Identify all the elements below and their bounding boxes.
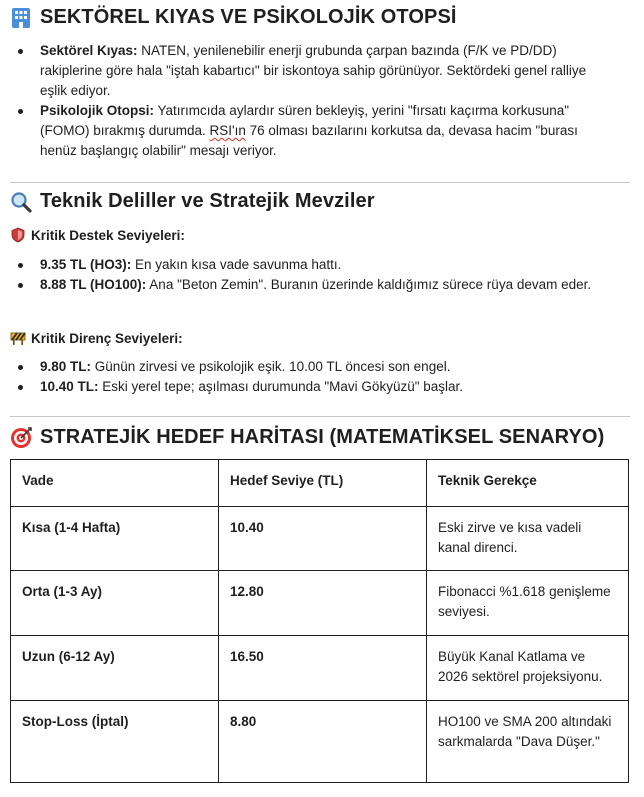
resistance-list: [16, 357, 616, 397]
column-header-gerekce: Teknik Gerekçe: [427, 460, 629, 507]
cell-gerekce: Büyük Kanal Katlama ve 2026 sektörel projeksiyonu.: [427, 636, 629, 701]
bullet-label: Psikolojik Otopsi:: [40, 103, 155, 118]
bullet-text: Yatırımcıda aylardır süren bekleyiş, yerini "fırsatı kaçırma korkusuna" (FOMO) bırakmış durumda.: [40, 103, 570, 138]
cell-vade: Orta (1-3 Ay): [11, 571, 219, 636]
target-icon: [10, 427, 32, 449]
office-building-icon: [10, 7, 32, 29]
cell-hedef: 16.50: [219, 636, 427, 701]
bullet-text: Eski yerel tepe; aşılması durumunda "Mavi Gökyüzü" başlar.: [98, 379, 464, 394]
cell-hedef: 10.40: [219, 507, 427, 571]
divider: [10, 182, 630, 183]
section2-title: Teknik Deliller ve Stratejik Mevziler: [40, 190, 375, 212]
bullet-text: Günün zirvesi ve psikolojik eşik. 10.00 TL öncesi son engel.: [91, 359, 451, 374]
column-header-vade: Vade: [11, 460, 219, 507]
target-map-table: [10, 459, 629, 783]
list-item: [16, 357, 616, 377]
bullet-label: 9.35 TL (HO3):: [40, 257, 132, 272]
rsi-spellcheck-word: RSI'ın: [209, 123, 246, 138]
cell-vade: Stop-Loss (İptal): [11, 701, 219, 783]
list-item: [16, 255, 616, 275]
cell-gerekce: HO100 ve SMA 200 altındaki sarkmalarda "Dava Düşer.": [427, 701, 629, 783]
bullet-label: 9.80 TL:: [40, 359, 92, 374]
cell-vade: Kısa (1-4 Hafta): [11, 507, 219, 571]
cell-gerekce: Eski zirve ve kısa vadeli kanal direnci.: [427, 507, 629, 571]
cell-gerekce: Fibonacci %1.618 genişleme seviyesi.: [427, 571, 629, 636]
column-header-hedef: Hedef Seviye (TL): [219, 460, 427, 507]
magnifier-icon: [10, 191, 32, 213]
resistance-title: Kritik Direnç Seviyeleri:: [31, 330, 183, 346]
section1-bullet-list: [16, 41, 616, 161]
table-header-row: [11, 460, 629, 507]
list-item: [16, 41, 616, 101]
list-item: [16, 275, 616, 295]
shield-icon: [10, 227, 26, 243]
bullet-text: Ana "Beton Zemin". Buranın üzerinde kaldığımız sürece rüya devam eder.: [146, 277, 592, 292]
bullet-text: NATEN, yenilenebilir enerji grubunda çarpan bazında (F/K ve PD/DD) rakiplerine göre hala "iştah kabartıcı" bir iskontoya sahip görünüyor. Sektördeki genel ralliye eşlik ediyor.: [40, 43, 587, 98]
cell-vade: Uzun (6-12 Ay): [11, 636, 219, 701]
section2-heading: [10, 190, 375, 213]
bullet-label: 8.88 TL (HO100):: [40, 277, 147, 292]
bullet-label: 10.40 TL:: [40, 379, 99, 394]
bullet-label: Sektörel Kıyas:: [40, 43, 138, 58]
bullet-text: En yakın kısa vade savunma hattı.: [131, 257, 342, 272]
list-item: [16, 101, 616, 161]
section3-heading: [10, 426, 604, 449]
table-row: [11, 701, 629, 783]
resistance-heading: [10, 330, 183, 346]
list-item: [16, 377, 616, 397]
support-title: Kritik Destek Seviyeleri:: [31, 227, 185, 243]
section1-title: SEKTÖREL KIYAS VE PSİKOLOJİK OTOPSİ: [40, 6, 457, 28]
support-heading: [10, 227, 185, 243]
construction-barrier-icon: [10, 330, 26, 346]
divider: [10, 416, 630, 417]
table-row: [11, 571, 629, 636]
table-row: [11, 507, 629, 571]
section1-heading: [10, 6, 457, 29]
table-row: [11, 636, 629, 701]
cell-hedef: 8.80: [219, 701, 427, 783]
cell-hedef: 12.80: [219, 571, 427, 636]
bullet-text: 76 olması bazılarını korkutsa da, devasa hacim "burası henüz başlangıç olabilir" mesajı veriyor.: [40, 123, 578, 158]
support-list: [16, 255, 616, 295]
section3-title: STRATEJİK HEDEF HARİTASI (MATEMATİKSEL SENARYO): [40, 426, 605, 448]
